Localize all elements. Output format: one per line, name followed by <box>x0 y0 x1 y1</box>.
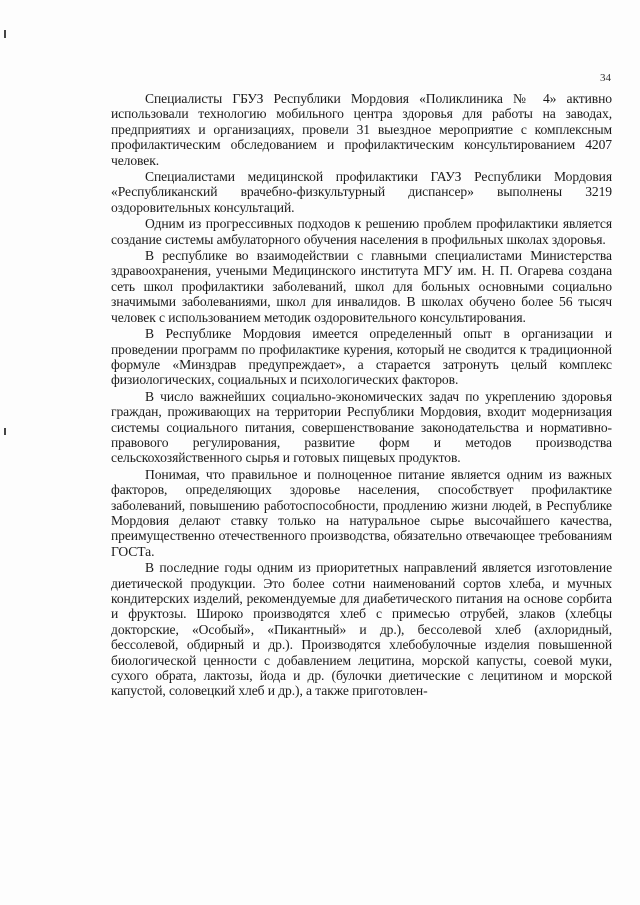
binding-mark <box>4 30 6 38</box>
paragraph-dietary-products: В последние годы одним из приоритетных направлений является изготовление диетической продукции. Это более сотни наименований сортов хлеба, и мучных кондитерских изделий, рекомендуемые для диабетического питания на основе сорбита и фруктозы. Широко производятся хлеб с примесью отрубей, злаков (хлебцы докторские, «Особый», «Пикантный» и др.), бессолевой хлеб (ахлоридный, бессолевой, обдирный и др.). Производятся хлебобулочные изделия повышенной биологической ценности с добавлением лецитина, морской капусты, соевой муки, сухого обрата, лактозы, йода и др. (булочки диетические с лецитином и морской капустой, соловецкий хлеб и др.), а также приготовлен- <box>111 560 612 699</box>
paragraph-social-nutrition: В число важнейших социально-экономических задач по укреплению здоровья граждан, проживающих на территории Республики Мордовия, входит модернизация системы социального питания, совершенствование законодательства и нормативно-правового регулирования, развитие форм и методов производства сельскохозяйственного сырья и готовых пищевых продуктов. <box>111 388 612 466</box>
paragraph-healthy-nutrition: Понимая, что правильное и полноценное питание является одним из важных факторов, определяющих здоровье населения, способствует профилактике заболеваний, повышению работоспособности, продлению жизни людей, в Республике Мордовия делают ставку только на натуральное сырье высочайшего качества, преимущественно отечественного производства, обязательно отвечающее требованиям ГОСТа. <box>111 466 612 559</box>
paragraph-mobile-health-center: Специалисты ГБУЗ Республики Мордовия «Поликлиника № 4» активно использовали технологию мобильного центра здоровья для работы на заводах, предприятиях и организациях, провели 31 выездное мероприятие с комплексным профилактическим обследованием и профилактическим консультированием 4207 человек. <box>111 91 612 168</box>
paragraph-school-network: В республике во взаимодействии с главными специалистами Министерства здравоохранения, учеными Медицинского института МГУ им. Н. П. Огарева создана сеть школ профилактики заболеваний, школ для больных основными социально значимыми заболеваниями, школ для инвалидов. В школах обучено более 56 тысяч человек с использованием методик оздоровительного консультирования. <box>111 248 612 325</box>
page-number: 34 <box>600 72 611 84</box>
paragraph-health-schools: Одним из прогрессивных подходов к решению проблем профилактики является создание системы амбулаторного обучения населения в профильных школах здоровья. <box>111 216 612 247</box>
paragraph-smoking-prevention: В Республике Мордовия имеется определенный опыт в организации и проведении программ по профилактике курения, который не сводится к традиционной формуле «Минздрав предупреждает», а старается затронуть целый комплекс физиологических, социальных и психологических факторов. <box>111 326 612 388</box>
paragraph-sports-dispensary: Специалистами медицинской профилактики ГАУЗ Республики Мордовия «Республиканский врачебно-физкультурный диспансер» выполнены 3219 оздоровительных консультаций. <box>111 169 612 215</box>
document-body <box>111 91 612 699</box>
binding-mark <box>4 428 6 435</box>
